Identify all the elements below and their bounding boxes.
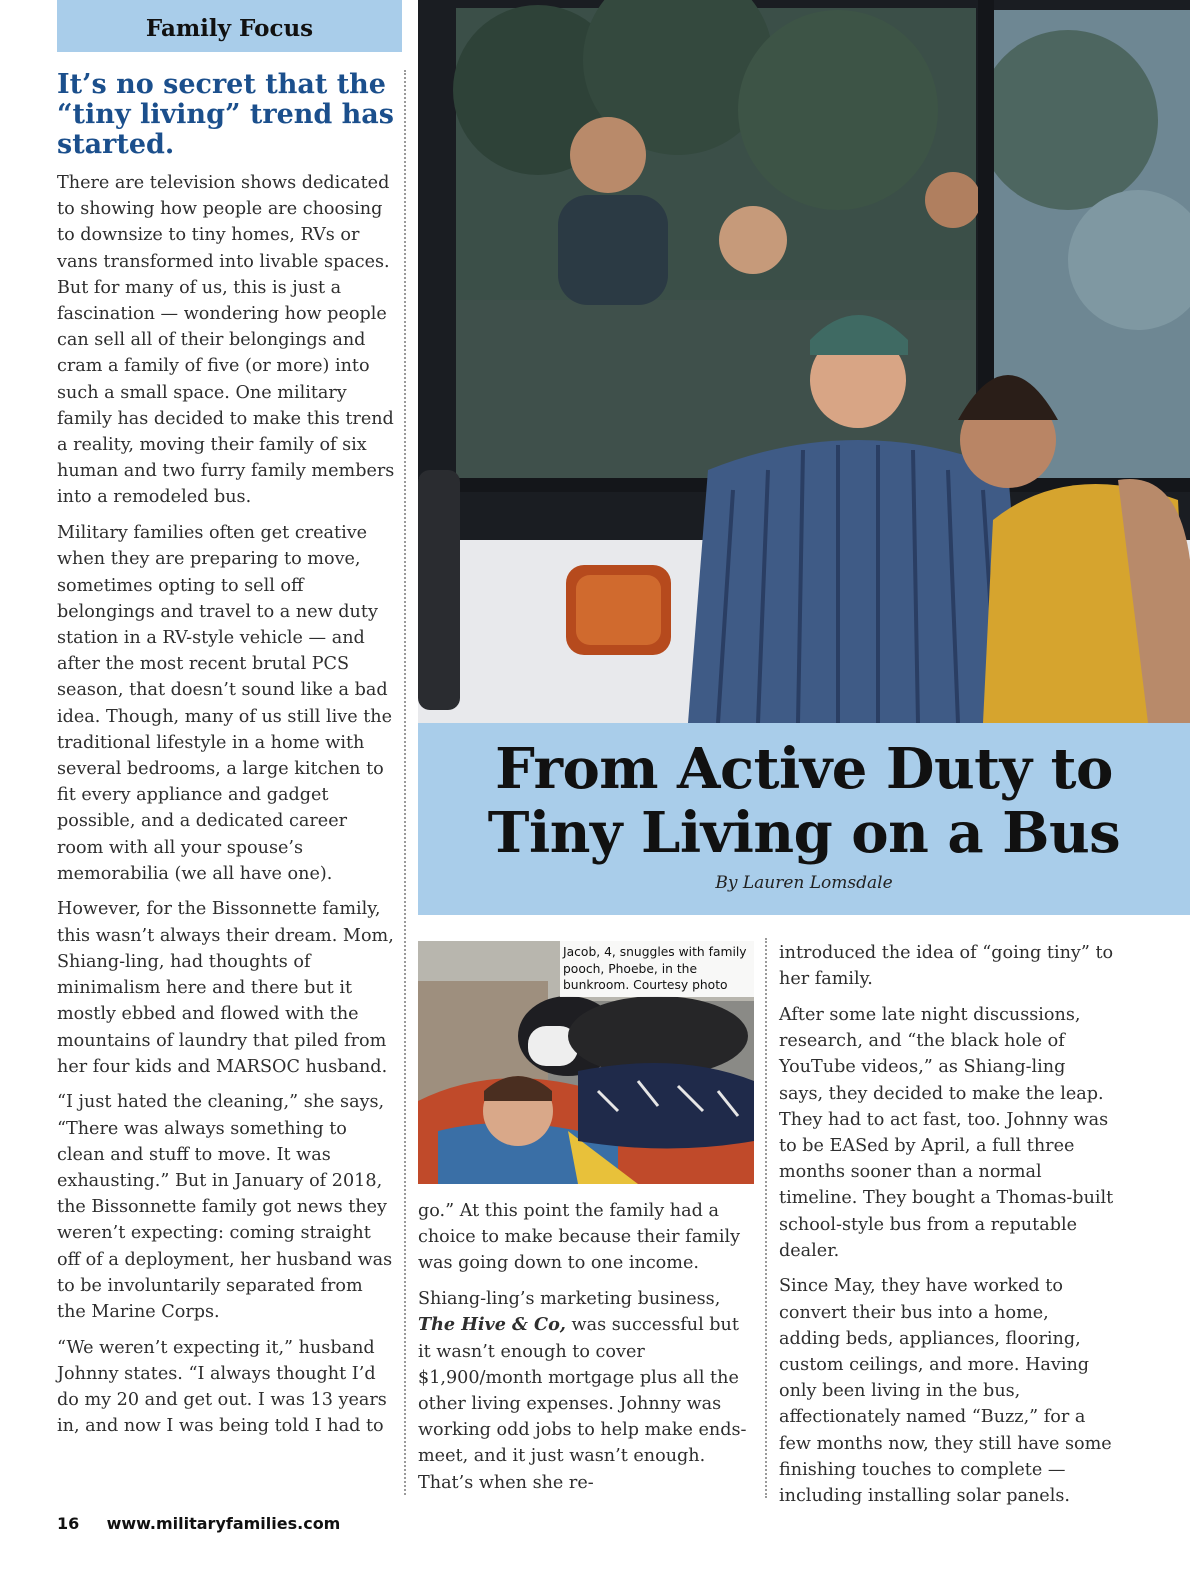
column-divider [404, 70, 406, 1495]
article-column-1 [57, 170, 397, 1449]
section-tag: Family Focus [57, 0, 402, 52]
paragraph: Military families often get creative when they are preparing to move, sometimes opting to sell off belongings and travel to a new duty station in a RV-style vehicle — and after the most recent brutal PCS season, that doesn’t sound like a bad idea. Though, many of us still live the traditional lifestyle in a home with several bedrooms, a large kitchen to fit every appliance and gadget possible, and a dedicated career room with all your spouse’s memorabilia (we all have one). [57, 523, 393, 884]
page-footer [57, 1514, 457, 1533]
article-column-2 [418, 1198, 753, 1505]
title-band [418, 723, 1190, 915]
paragraph: However, for the Bissonnette family, this wasn’t always their dream. Mom, Shiang-ling, had thoughts of minimalism here and there but it mostly ebbed and flowed with the mountains of laundry that piled from her four kids and MARSOC husband. [57, 899, 394, 1077]
paragraph: After some late night discussions, research, and “the black hole of YouTube videos,” as Shiang-ling says, they decided to make the leap. They had to act fast, too. Johnny was to be EASed by April, a full three months sooner than a normal timeline. They bought a Thomas-built school-style bus from a reputable dealer. [779, 1004, 1114, 1261]
paragraph: There are television shows dedicated to showing how people are choosing to downsize to tiny homes, RVs or vans transformed into livable spaces. But for many of us, this is just a fascination — wondering how people can sell all of their belongings and cram a family of five (or more) into such a small space. One military family has decided to make this trend a reality, moving their family of six human and two furry family members into a remodeled bus. [57, 173, 395, 508]
paragraph [418, 1286, 753, 1496]
byline: By Lauren Lomsdale [715, 873, 893, 893]
kicker-headline: It’s no secret that the “tiny living” trend has started. [57, 69, 394, 160]
paragraph: “I just hated the cleaning,” she says, “There was always something to clean and stuff to move. It was exhausting.” But in January of 2018, the Bissonnette family got news they weren’t expecting: coming straight off of a deployment, her husband was to be involuntarily separated from the Marine Corps. [57, 1092, 393, 1323]
paragraph: introduced the idea of “going tiny” to her family. [779, 943, 1114, 990]
photo-caption: Jacob, 4, snuggles with family pooch, Phoebe, in the bunkroom. Courtesy photo [563, 945, 747, 992]
paragraph-text: was successful but it wasn’t enough to cover $1,900/month mortgage plus all the other living expenses. Johnny was working odd jobs to help make ends-meet, and it just wasn’t enough. That’s when she re- [418, 1315, 747, 1493]
page-number: 16 [57, 1514, 80, 1533]
hero-photo [418, 0, 1190, 723]
paragraph-text: Shiang-ling’s marketing business, [418, 1289, 721, 1310]
title-line: Tiny Living on a Bus [487, 800, 1121, 866]
business-name: The Hive & Co, [418, 1314, 566, 1336]
website-url: www.militaryfamilies.com [106, 1514, 341, 1533]
article-title [418, 737, 1190, 865]
article-column-3 [779, 940, 1114, 1519]
column-divider [765, 938, 767, 1498]
paragraph: go.” At this point the family had a choice to make because their family was going down to one income. [418, 1201, 741, 1274]
paragraph: Since May, they have worked to convert their bus into a home, adding beds, appliances, flooring, custom ceilings, and more. Having only been living in the bus, affectionately named “Buzz,” for a few months now, they still have some finishing touches to complete — including installing solar panels. [779, 1276, 1112, 1507]
title-line: From Active Duty to [495, 736, 1113, 802]
paragraph: “We weren’t expecting it,” husband Johnny states. “I always thought I’d do my 20 and get out. I was 13 years in, and now I was being told I had to [57, 1337, 387, 1437]
